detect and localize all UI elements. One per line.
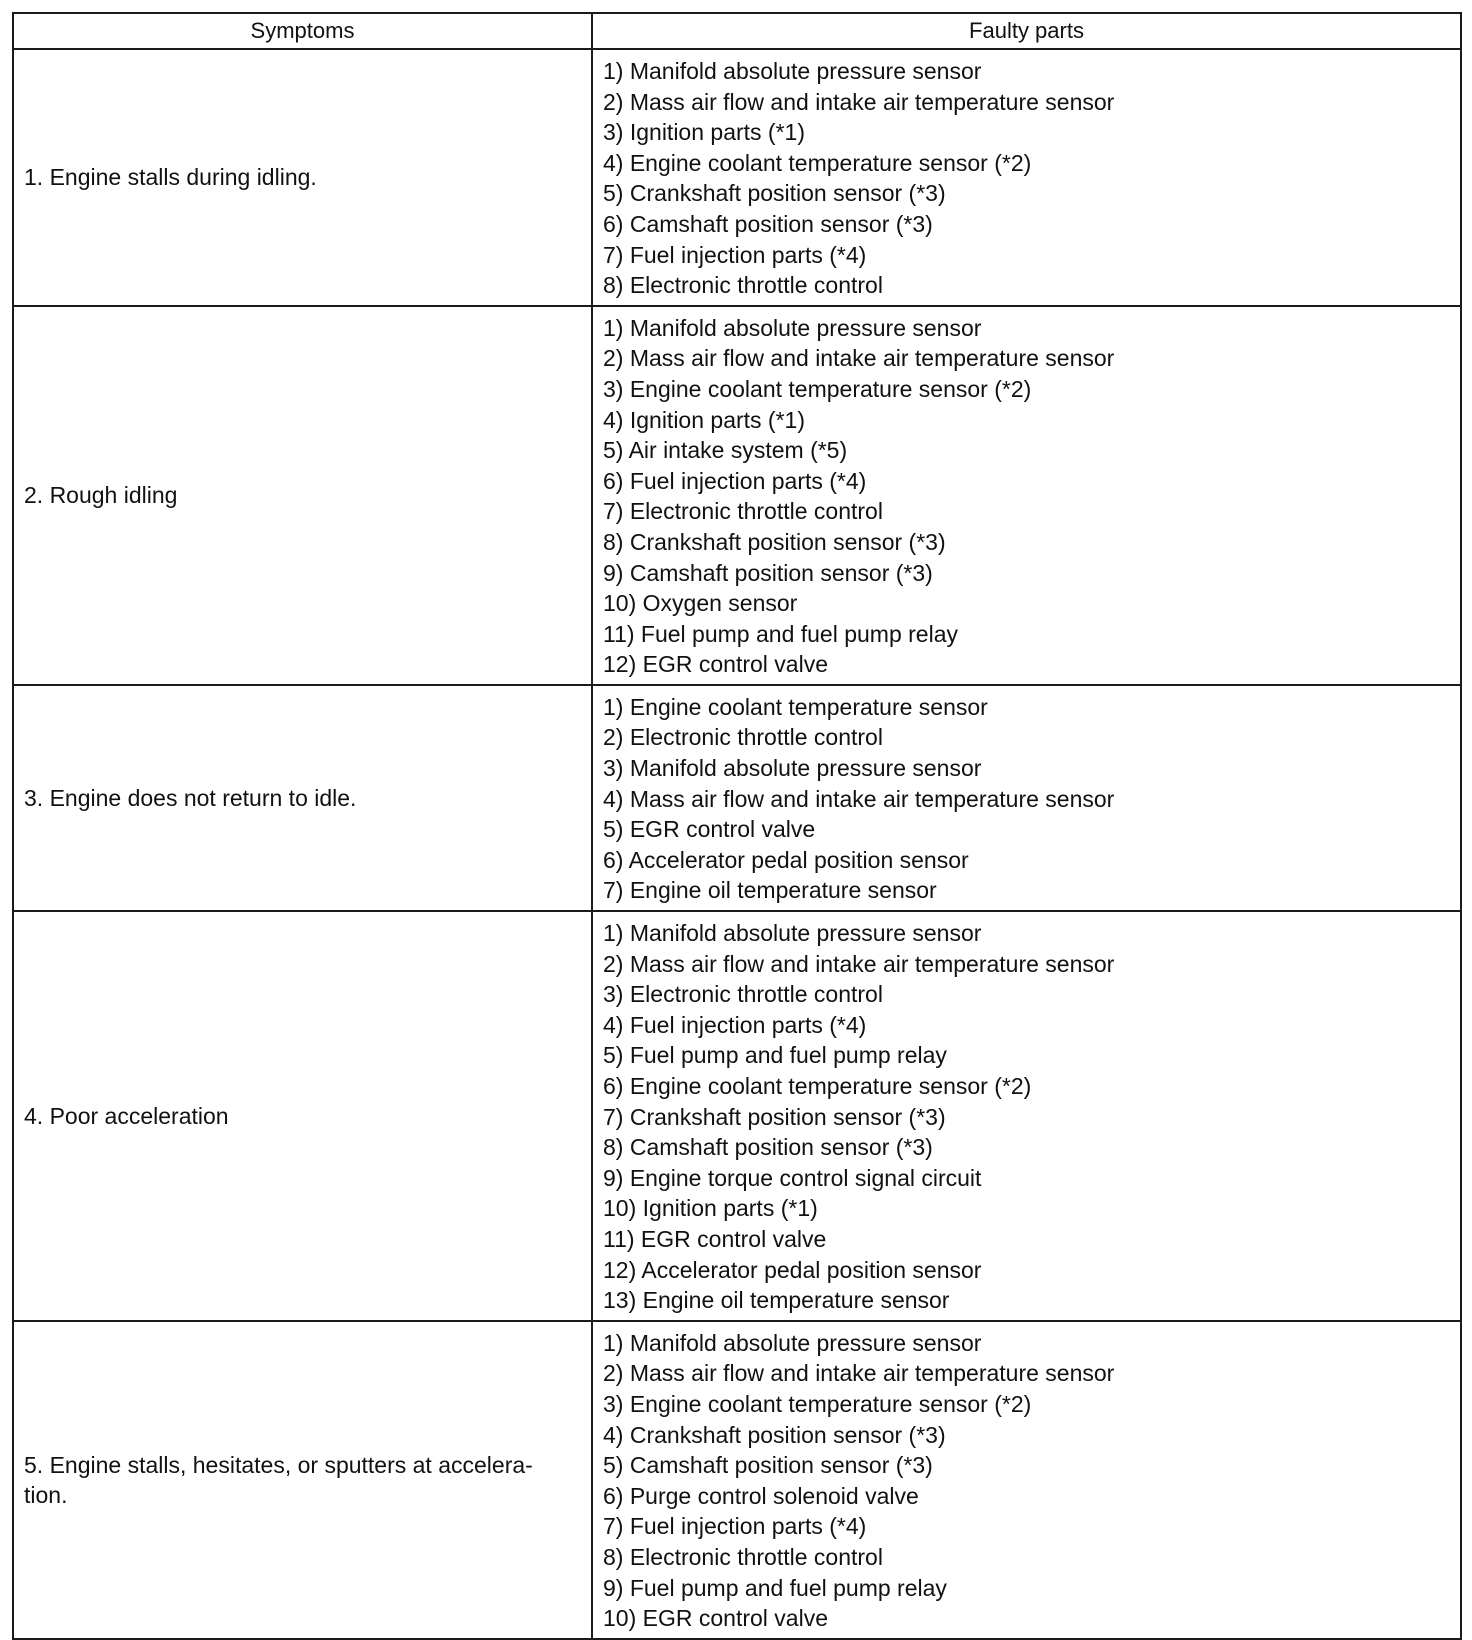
list-item: 6) Fuel injection parts (*4) — [603, 467, 867, 494]
faulty-parts-list — [603, 313, 1450, 680]
symptom-cell: 3. Engine does not return to idle. — [13, 685, 592, 911]
list-item: 4) Crankshaft position sensor (*3) — [603, 1421, 946, 1448]
list-item: 13) Engine oil temperature sensor — [603, 1287, 950, 1314]
faulty-parts-list — [603, 56, 1450, 301]
list-item: 9) Fuel pump and fuel pump relay — [603, 1574, 947, 1601]
list-item: 4) Fuel injection parts (*4) — [603, 1011, 867, 1038]
list-item: 8) Camshaft position sensor (*3) — [603, 1134, 933, 1161]
list-item: 3) Electronic throttle control — [603, 981, 883, 1008]
list-item: 9) Camshaft position sensor (*3) — [603, 559, 933, 586]
list-item: 10) EGR control valve — [603, 1605, 828, 1632]
list-item: 4) Mass air flow and intake air temperature sensor — [603, 785, 1115, 812]
symptom-line: 5. Engine stalls, hesitates, or sputters at accelera- — [24, 1451, 533, 1478]
list-item: 2) Mass air flow and intake air temperature sensor — [603, 88, 1115, 115]
table-row — [13, 911, 1461, 1321]
list-item: 9) Engine torque control signal circuit — [603, 1164, 982, 1191]
list-item: 2) Mass air flow and intake air temperature sensor — [603, 345, 1115, 372]
table-row — [13, 685, 1461, 911]
table-header-row — [13, 13, 1461, 49]
symptom-table-container — [12, 12, 1460, 1640]
faulty-parts-cell — [592, 1321, 1461, 1639]
symptom-faulty-parts-table — [12, 12, 1462, 1640]
faulty-parts-cell — [592, 49, 1461, 306]
list-item: 6) Accelerator pedal position sensor — [603, 846, 969, 873]
table-row — [13, 306, 1461, 685]
header-symptoms: Symptoms — [13, 13, 592, 49]
symptom-cell — [13, 1321, 592, 1639]
faulty-parts-list — [603, 1328, 1450, 1634]
list-item: 4) Ignition parts (*1) — [603, 406, 805, 433]
symptom-line: tion. — [24, 1481, 68, 1508]
list-item: 3) Manifold absolute pressure sensor — [603, 755, 982, 782]
list-item: 2) Mass air flow and intake air temperature sensor — [603, 1360, 1115, 1387]
symptom-cell: 1. Engine stalls during idling. — [13, 49, 592, 306]
faulty-parts-cell — [592, 306, 1461, 685]
list-item: 10) Ignition parts (*1) — [603, 1195, 818, 1222]
list-item: 5) Camshaft position sensor (*3) — [603, 1452, 933, 1479]
list-item: 6) Engine coolant temperature sensor (*2) — [603, 1073, 1032, 1099]
symptom-cell: 2. Rough idling — [13, 306, 592, 685]
list-item: 7) Electronic throttle control — [603, 498, 883, 525]
list-item: 7) Crankshaft position sensor (*3) — [603, 1103, 946, 1130]
list-item: 6) Purge control solenoid valve — [603, 1482, 919, 1509]
list-item: 3) Engine coolant temperature sensor (*2) — [603, 1390, 1032, 1417]
table-row — [13, 1321, 1461, 1639]
list-item: 7) Fuel injection parts (*4) — [603, 1513, 867, 1540]
header-faulty-parts: Faulty parts — [592, 13, 1461, 49]
list-item: 5) Crankshaft position sensor (*3) — [603, 180, 946, 207]
list-item: 10) Oxygen sensor — [603, 590, 798, 617]
list-item: 1) Manifold absolute pressure sensor — [603, 58, 982, 84]
faulty-parts-cell — [592, 911, 1461, 1321]
list-item: 2) Mass air flow and intake air temperature sensor — [603, 950, 1115, 977]
list-item: 11) EGR control valve — [603, 1225, 827, 1252]
list-item: 3) Engine coolant temperature sensor (*2) — [603, 375, 1032, 402]
list-item: 7) Engine oil temperature sensor — [603, 877, 937, 904]
list-item: 1) Manifold absolute pressure sensor — [603, 1329, 982, 1356]
list-item: 8) Electronic throttle control — [603, 1543, 883, 1570]
list-item: 12) EGR control valve — [603, 651, 828, 678]
list-item: 8) Electronic throttle control — [603, 272, 883, 299]
list-item: 5) Fuel pump and fuel pump relay — [603, 1042, 947, 1069]
table-row — [13, 49, 1461, 306]
list-item: 5) Air intake system (*5) — [603, 437, 848, 464]
symptom-cell: 4. Poor acceleration — [13, 911, 592, 1321]
faulty-parts-list — [603, 692, 1450, 906]
list-item: 8) Crankshaft position sensor (*3) — [603, 528, 946, 555]
list-item: 2) Electronic throttle control — [603, 724, 883, 751]
list-item: 7) Fuel injection parts (*4) — [603, 241, 867, 268]
faulty-parts-list — [603, 918, 1450, 1316]
faulty-parts-cell — [592, 685, 1461, 911]
list-item: 5) EGR control valve — [603, 816, 816, 843]
list-item: 6) Camshaft position sensor (*3) — [603, 210, 933, 237]
list-item: 1) Engine coolant temperature sensor — [603, 693, 988, 720]
list-item: 1) Manifold absolute pressure sensor — [603, 920, 982, 947]
list-item: 1) Manifold absolute pressure sensor — [603, 314, 982, 341]
list-item: 4) Engine coolant temperature sensor (*2) — [603, 149, 1032, 176]
list-item: 11) Fuel pump and fuel pump relay — [603, 620, 958, 647]
list-item: 3) Ignition parts (*1) — [603, 119, 805, 146]
list-item: 12) Accelerator pedal position sensor — [603, 1256, 982, 1283]
